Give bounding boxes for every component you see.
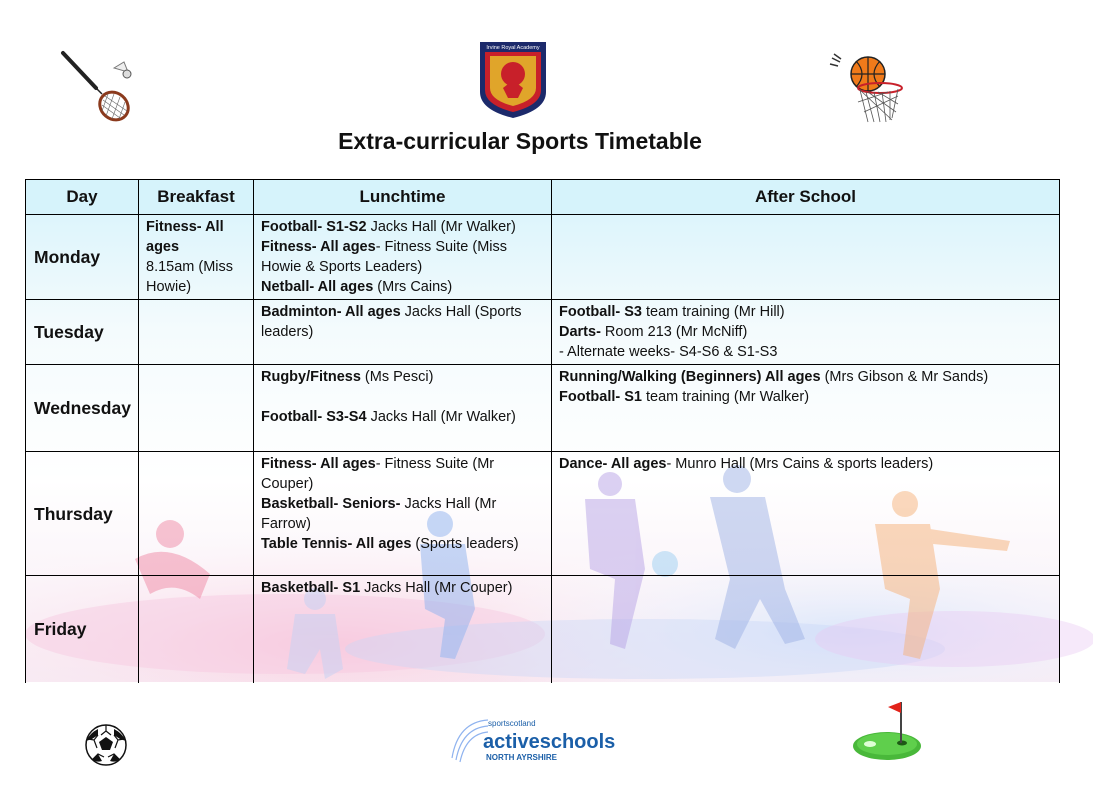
activity-entry [146,257,246,297]
activity-details: - Fitness Suite (Miss Howie & Sports Leaders) [261,239,508,275]
header-breakfast: Breakfast [139,180,254,215]
activity-details: (Sports leaders) [411,536,519,552]
activity-name: Football- S3-S4 [261,409,367,425]
activity-name: Football- S3 [559,304,642,320]
page-title: Extra-curricular Sports Timetable [338,128,702,154]
breakfast-cell [139,576,254,683]
activity-entry [559,302,1052,322]
table-row-thursday [26,452,1060,576]
activity-name: Football- S1 [559,389,642,405]
after-school-cell [552,452,1060,576]
activity-name: Fitness- All ages [146,219,224,255]
activity-entry [261,494,544,534]
activity-entry [261,237,544,277]
day-cell: Wednesday [26,365,139,452]
activity-entry [261,534,544,554]
activity-details: 8.15am (Miss Howie) [146,259,234,295]
after-school-cell [552,576,1060,683]
school-crest-icon [478,40,548,120]
activity-details: Jacks Hall (Mr Farrow) [261,496,497,532]
lunchtime-cell [254,452,552,576]
breakfast-cell [139,300,254,365]
activity-details: team training (Mr Hill) [641,304,785,320]
activity-details: (Mrs Cains) [373,279,453,295]
activity-entry [559,387,1052,407]
activity-entry [146,217,246,257]
activity-entry [261,387,544,407]
logo-top-text: sportscotland [488,719,536,728]
lunchtime-cell [254,215,552,300]
activity-entry [261,407,544,427]
breakfast-cell [139,452,254,576]
activity-details: Jacks Hall (Mr Walker) [366,219,516,235]
football-icon [84,723,128,767]
activity-name: Basketball- S1 [261,580,361,596]
header-day: Day [26,180,139,215]
activity-name: Fitness- All ages [261,456,376,472]
activity-name: Netball- All ages [261,279,374,295]
activity-details: (Mrs Gibson & Mr Sands) [820,369,989,385]
activity-details: Room 213 (Mr McNiff) [600,324,748,340]
timetable-grid [25,179,1060,683]
breakfast-cell [139,215,254,300]
activity-name: Badminton- All ages [261,304,401,320]
activity-details: Jacks Hall (Mr Walker) [366,409,516,425]
activity-entry [261,454,544,494]
activity-details: - Fitness Suite (Mr Couper) [261,456,495,492]
activity-name: Table Tennis- All ages [261,536,412,552]
activity-entry [261,302,544,342]
badminton-icon [58,48,138,128]
active-schools-logo [448,712,616,768]
basketball-icon [828,52,908,126]
activity-entry [261,367,544,387]
activity-details: Jacks Hall (Mr Couper) [360,580,513,596]
timetable [25,179,1059,682]
activity-name: Darts- [559,324,601,340]
after-school-cell [552,300,1060,365]
activity-name: Dance- All ages [559,456,667,472]
activity-entry [261,277,544,297]
day-cell: Monday [26,215,139,300]
lunchtime-cell [254,300,552,365]
header-lunchtime: Lunchtime [254,180,552,215]
lunchtime-cell [254,365,552,452]
day-cell: Tuesday [26,300,139,365]
activity-entry [559,367,1052,387]
activity-details: - Munro Hall (Mrs Cains & sports leaders) [666,456,934,472]
logo-main-text: activeschools [483,731,616,753]
activity-details: Jacks Hall (Sports leaders) [261,304,522,340]
header-after-school: After School [552,180,1060,215]
activity-entry [261,578,544,598]
activity-entry [559,322,1052,342]
lunchtime-cell [254,576,552,683]
activity-name: Basketball- Seniors- [261,496,401,512]
activity-entry [559,454,1052,474]
activity-details: (Ms Pesci) [360,369,434,385]
after-school-cell [552,365,1060,452]
table-row-wednesday [26,365,1060,452]
crest-text: Irvine Royal Academy [486,45,540,51]
golf-icon [850,698,924,764]
activity-name: Rugby/Fitness [261,369,361,385]
activity-entry [261,217,544,237]
header-row [26,180,1060,215]
table-row-monday [26,215,1060,300]
activity-name: Fitness- All ages [261,239,376,255]
activity-details: - Alternate weeks- S4-S6 & S1-S3 [559,344,778,360]
after-school-cell [552,215,1060,300]
day-cell: Thursday [26,452,139,576]
table-row-tuesday [26,300,1060,365]
activity-details: team training (Mr Walker) [641,389,810,405]
logo-sub-text: NORTH AYRSHIRE [486,753,557,762]
day-cell: Friday [26,576,139,683]
activity-entry [559,342,1052,362]
table-row-friday [26,576,1060,683]
activity-name: Football- S1-S2 [261,219,367,235]
activity-name: Running/Walking (Beginners) All ages [559,369,821,385]
breakfast-cell [139,365,254,452]
